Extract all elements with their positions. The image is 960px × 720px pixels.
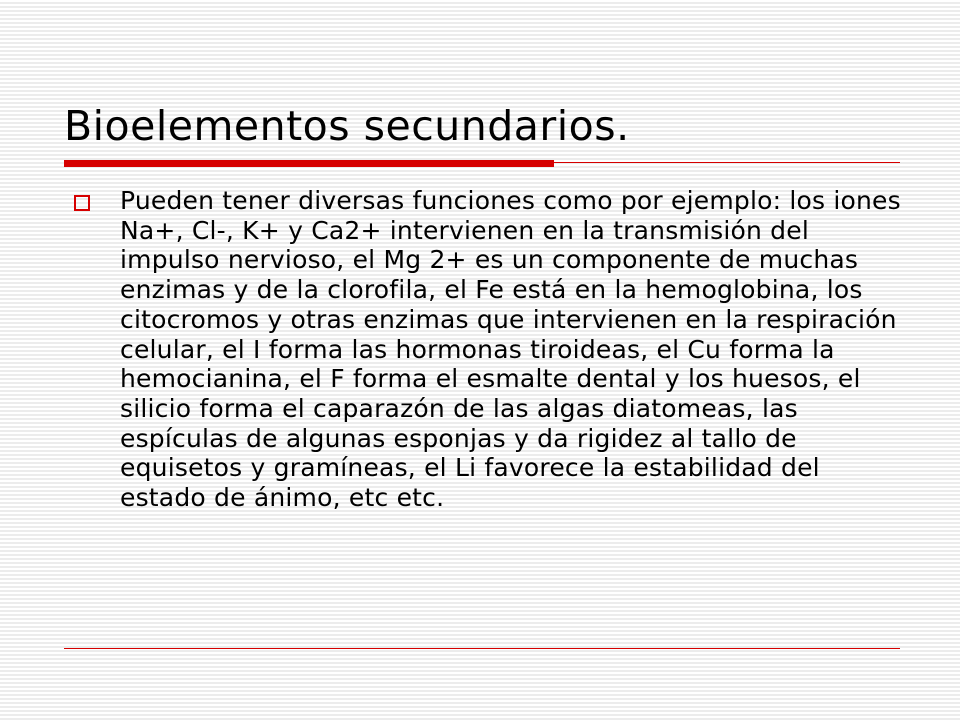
hollow-square-bullet-icon	[74, 195, 90, 211]
bullet-text: Pueden tener diversas funciones como por ejemplo: los iones Na+, Cl-, K+ y Ca2+ intervienen en la transmisión del impulso nervioso, el Mg 2+ es un componente de muchas enzimas y de la clorofila, el Fe está en la hemoglobina, los citocromos y otras enzimas que intervienen en la respiración celular, el I forma las hormonas tiroideas, el Cu forma la hemocianina, el F forma el esmalte dental y los huesos, el silicio forma el caparazón de las algas diatomeas, las espículas de algunas esponjas y da rigidez al tallo de equisetos y gramíneas, el Li favorece la estabilidad del estado de ánimo, etc etc.	[120, 186, 901, 513]
footer-divider	[64, 648, 900, 649]
title-underline-thick	[64, 160, 554, 167]
slide-title: Bioelementos secundarios.	[64, 102, 630, 150]
bullet-item	[72, 186, 912, 513]
title-underline-thin	[554, 162, 900, 163]
bullet-list	[72, 186, 912, 513]
